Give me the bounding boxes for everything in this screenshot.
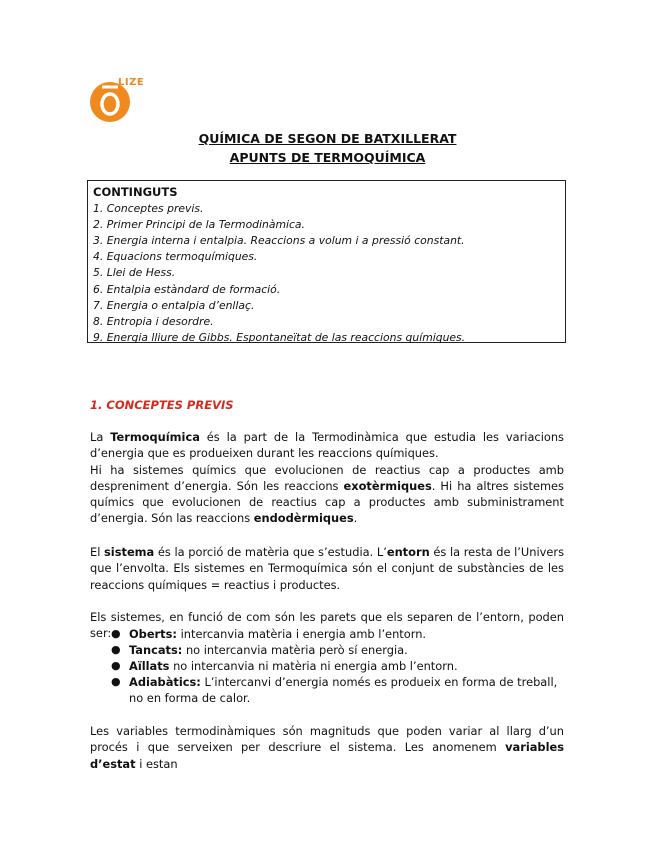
text-run: i estan bbox=[135, 756, 178, 771]
text-run: és la porció de matèria que s’estudia. L’ bbox=[154, 545, 387, 559]
paragraph-termoquimica bbox=[90, 429, 564, 527]
term-variables-estat: variables d’estat bbox=[90, 740, 564, 771]
list-item bbox=[111, 642, 561, 658]
contents-item: 3. Energia interna i entalpia. Reaccions a volum i a pressió constant. bbox=[93, 233, 465, 247]
text-run: La bbox=[90, 430, 111, 444]
section-heading: 1. CONCEPTES PREVIS bbox=[90, 398, 234, 412]
list-desc: intercanvia matèria i energia amb l’entorn. bbox=[176, 627, 427, 641]
contents-item: 4. Equacions termoquímiques. bbox=[93, 250, 258, 264]
contents-item: 6. Entalpia estàndard de formació. bbox=[93, 282, 281, 296]
text-line bbox=[90, 462, 564, 527]
list-term: Tancats: bbox=[129, 643, 183, 658]
text-run: és la resta de l’Univers que l’envolta. Els sistemes en Termoquímica són el conjunt de substàncies de les reaccions químiques = reactius i productes. bbox=[90, 545, 565, 592]
text-run: . bbox=[353, 511, 358, 526]
bullet-icon: ● bbox=[111, 627, 121, 640]
list-item bbox=[111, 626, 561, 642]
paragraph-tipus-sistemes: Els sistemes, en funció de com són les parets que els separen de l’entorn, poden ser: bbox=[90, 610, 564, 641]
contents-item: 1. Conceptes previs. bbox=[93, 201, 204, 215]
list-item bbox=[111, 674, 561, 706]
bullet-icon: ● bbox=[111, 659, 121, 673]
paragraph-sistema bbox=[90, 544, 564, 593]
contents-item: 5. Llei de Hess. bbox=[93, 266, 176, 280]
text-run: Les variables termodinàmiques són magnituds que poden variar al llarg d’un procés i que serveixen per descriure el sistema. Les anomenem bbox=[90, 724, 564, 755]
term-entorn: entorn bbox=[386, 545, 430, 559]
contents-item: 2. Primer Principi de la Termodinàmica. bbox=[93, 217, 305, 231]
text-run: és la part de la Termodinàmica que estudia les variacions d’energia que es produeixen durant les reaccions químiques. bbox=[90, 430, 564, 461]
document-title: QUÍMICA DE SEGON DE BATXILLERAT bbox=[198, 131, 457, 146]
term-sistema: sistema bbox=[104, 545, 155, 559]
text-run: Hi ha sistemes químics que evolucionen de reactius cap a productes amb despreniment d’energia. Són les reaccions bbox=[90, 462, 564, 493]
text-run: El bbox=[90, 545, 105, 559]
contents-item: 8. Entropia i desordre. bbox=[93, 314, 214, 328]
text-run: . Hi ha altres sistemes químics que evolucionen de reactius cap a productes amb subministrament d’energia. Són las reaccions bbox=[90, 478, 564, 526]
term-endodermiques: endodèrmiques bbox=[253, 511, 354, 526]
logo-text: LIZE bbox=[118, 77, 145, 88]
list-desc: no intercanvia ni matèria ni energia amb l’entorn. bbox=[169, 659, 458, 674]
contents-item: 7. Energia o entalpia d’enllaç. bbox=[93, 298, 255, 312]
paragraph-variables bbox=[90, 723, 564, 772]
list-term: Oberts: bbox=[129, 627, 177, 641]
list-item bbox=[111, 658, 561, 674]
table-of-contents bbox=[87, 180, 566, 343]
bullet-icon: ● bbox=[111, 643, 121, 657]
list-term: Adiabàtics: bbox=[129, 675, 201, 690]
list-desc: no intercanvia matèria però sí energia. bbox=[182, 643, 408, 658]
term-exotermiques: exotèrmiques bbox=[343, 478, 432, 493]
list-term: Aïllats bbox=[129, 659, 170, 674]
document-subtitle: APUNTS DE TERMOQUÍMICA bbox=[229, 150, 426, 165]
contents-heading: CONTINGUTS bbox=[93, 185, 178, 199]
bullet-icon: ● bbox=[111, 675, 121, 689]
system-types-list bbox=[111, 626, 561, 706]
contents-item: 9. Energia lliure de Gibbs. Espontaneïtat de las reaccions químiques. bbox=[93, 331, 466, 345]
term-termoquimica: Termoquímica bbox=[110, 430, 200, 444]
list-desc: L’intercanvi d’energia només es produeix en forma de treball, no en forma de calor. bbox=[129, 675, 558, 706]
